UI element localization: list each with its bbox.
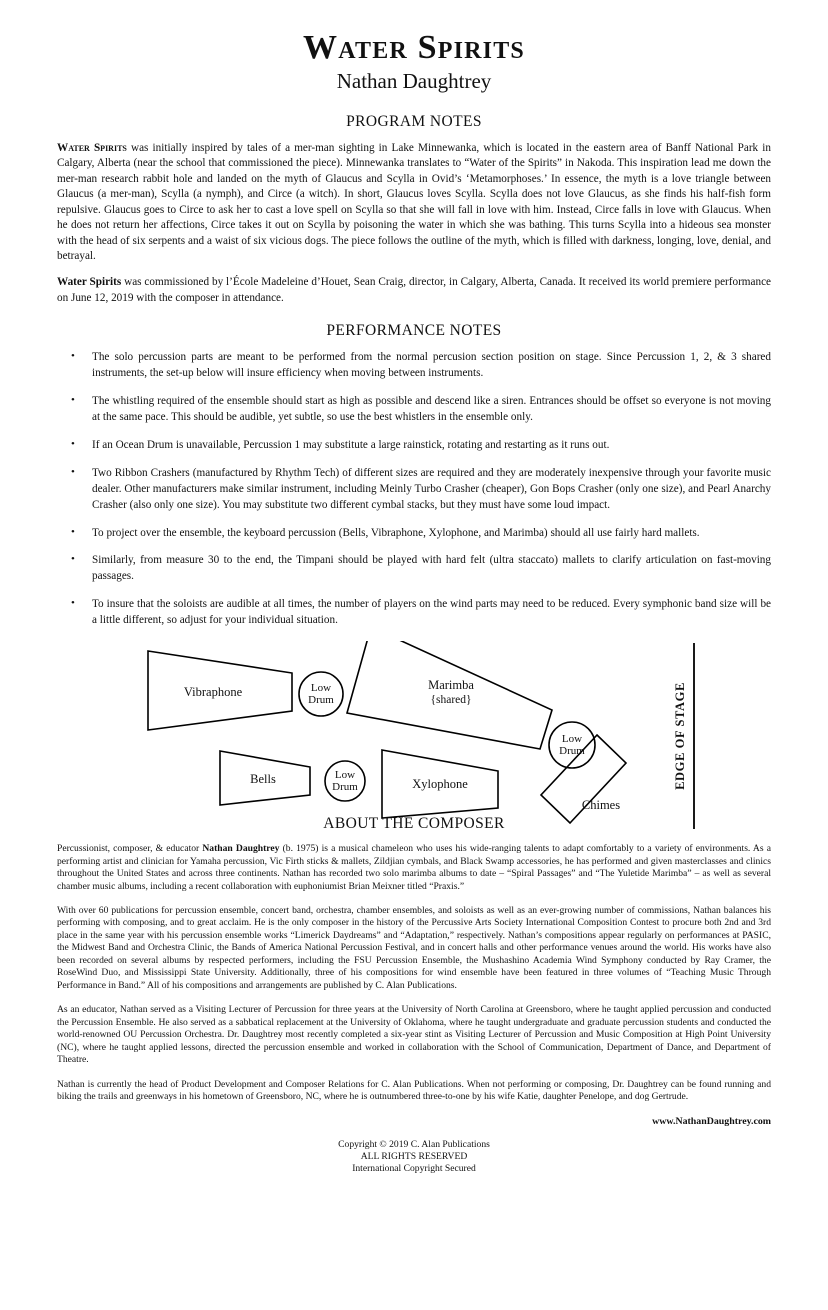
edge-of-stage-label: EDGE OF STAGE [673,682,687,791]
performance-notes-list [57,350,771,629]
marimba-label: Marimba [428,678,474,693]
program-notes-p1-lead: Water Spirits [57,141,127,154]
performance-notes-heading: PERFORMANCE NOTES [326,322,502,340]
copyright-line-1: Copyright © 2019 C. Alan Publications [338,1138,490,1150]
program-notes-p1-rest: was initially inspired by tales of a mer-man sighting in Lake Minnewanka, which is located in the eastern area of Banff National Park in Calgary, Alberta (near the school that commissioned the piece). Minnewanka translates to “Water of the Spirits” in Nakoda. This inspiration lead me down the mer-man research rabbit hole and landed on the myth of Glaucus and Scylla in Ovid’s ‘Metamorphoses.’ In essence, the myth is a love triangle between Glaucus (a mer-man), Scylla (a nymph), and Circe (a witch). In short, Glaucus loves Scylla. Scylla does not love Glaucus, as she finds his half-fish form repulsive. Glaucus goes to Circe to ask her to cast a love spell on Scylla so that she will fall in love with him. Instead, Circe falls in love with Glaucus. When he does not return her affections, Circe takes it out on Scylla by poisoning the water in which she was bathing. This turns Scylla into a hideous sea monster with the head of six serpents and a waist of six vicious dogs. The piece follows the outline of the myth, which is filled with darkness, longing, love, denial, and betrayal. [57,141,771,262]
copyright-block [0,1139,828,1175]
copyright-line-2: ALL RIGHTS RESERVED [360,1150,468,1162]
list-item: • The solo percussion parts are meant to be performed from the normal percusion section position on stage. Since Percussion 1, 2, & 3 shared instruments, the set-up below will insure efficiency when moving between instruments. [57,350,771,382]
composer-website-link[interactable]: www.NathanDaughtrey.com [652,1115,771,1127]
low-drum-2-label-line1: Low [334,769,356,782]
chimes-label: Chimes [581,798,621,813]
low-drum-2-label-line2: Drum [332,781,358,794]
program-notes-p2-lead: Water Spirits [57,276,122,289]
bio-paragraph-3: As an educator, Nathan served as a Visiting Lecturer of Percussion for three years at the University of North Carolina at Greensboro, where he taught applied percussion and conducted the Percussion Ensemble. He also served as a sabbatical replacement at the University of Oklahoma, where he taught undergraduate and graduate percussion students and conducted the world-renowned OU Percussion Orchestra. Dr. Daughtrey most recently completed a six-year stint as Visiting Lecturer of Percussion and Music Composition at High Point University (NC), where he taught applied lessons, directed the percussion ensemble and worked in collaboration with the School of Communication, Department of Dance, and Department of Theatre. [57,1004,771,1066]
list-item: • To project over the ensemble, the keyboard percussion (Bells, Vibraphone, Xylophone, and Marimba) should all use fairly hard mallets. [57,526,771,542]
bio-composer-name: Nathan Daughtrey [202,843,280,855]
low-drum-1-label-line1: Low [310,682,332,695]
performance-notes-body [0,350,828,629]
program-notes-p2-rest: was commissioned by l’École Madeleine d’Houet, Sean Craig, director, in Calgary, Alberta, Canada. It received its world premiere performance on June 12, 2019 with the composer in attendance. [57,276,772,304]
bells-label: Bells [250,772,276,787]
list-item: • Similarly, from measure 30 to the end, the Timpani should be played with hard felt (ultra staccato) mallets to clarify articulation on fast-moving passages. [57,553,771,585]
bio-p1-post: (b. 1975) is a musical chameleon who uses his wide-ranging talents to adapt comfortably to a variety of environments. As a performing artist and clinician for Yamaha percussion, Vic Firth sticks & mallets, Zildjian cymbals, and Black Swamp accessories, he has performed and given masterclasses and clinics throughout the United States and across three continents. Nathan has recorded two solo marimba albums to date – “Spiral Passages” and “The Yuletide Marimba” – as well as several chamber music albums, including a recent collaboration with euphoniumist Brian Meixner titled “Praxis.” [57,843,771,892]
program-notes-paragraph-2 [57,275,771,306]
low-drum-3-label-line1: Low [561,733,583,746]
about-composer-body [0,843,828,1126]
list-item: • Two Ribbon Crashers (manufactured by Rhythm Tech) of different sizes are required and they are moderately inexpensive through your favorite music dealer. Other manufacturers make similar instrument, including Meinly Turbo Crasher (cheaper), Gon Bops Crasher (only one size), and Pearl Anarchy Crasher (also only one size). You may substitute two different cymbal stacks, but they must have some loud impact. [57,466,771,514]
list-item: • If an Ocean Drum is unavailable, Percussion 1 may substitute a large rainstick, rotating and restarting as it runs out. [57,438,771,454]
program-notes-body [0,141,828,307]
program-notes-paragraph-1 [57,141,771,265]
bio-paragraph-1 [57,843,771,893]
about-composer-heading: ABOUT THE COMPOSER [323,815,505,833]
bio-paragraph-4: Nathan is currently the head of Product Development and Composer Relations for C. Alan Publications. When not performing or composing, Dr. Daughtrey can be found running and biking the trails and greenways in his hometown of Greensboro, NC, where he is outnumbered three-to-one by his wife Katie, daughter Penelope, and dog Gertrude. [57,1078,771,1103]
stage-setup-diagram [0,641,828,831]
program-notes-heading: PROGRAM NOTES [346,112,482,130]
stage-diagram-svg [0,641,828,831]
marimba-shared-label: {shared} [430,694,472,707]
bio-p1-pre: Percussionist, composer, & educator [57,843,203,855]
xylophone-label: Xylophone [412,777,468,792]
copyright-line-3: International Copyright Secured [352,1162,476,1174]
bio-paragraph-2: With over 60 publications for percussion ensemble, concert band, orchestra, chamber ensembles, and soloists as well as an ever-growing number of commissions, Nathan balances his performing with composing, and to great acclaim. He is the only composer in the history of the Percussive Arts Society International Composition Contest to procure both 2nd and 3rd place in the same year with his percussion ensemble works “Limerick Daydreams” and “Adaptation,” respectively. Nathan’s compositions appear regularly on performances at PASIC, the Midwest Band and Orchestra Clinic, the Bands of America National Percussion Festival, and in concert halls and other performance venues around the world. His works have also been recorded on several albums by respected performers, including the FSU Percussion Ensemble, the Mushashino Academia Wind Symphony conducted by Ray Cramer, the RoseWind Duo, and Mississippi State University. Additionally, three of his compositions for wind ensemble have been featured in three volumes of “Teaching Music Through Performance in Band.” All of his compositions and arrangements are published by C. Alan Publications. [57,904,771,991]
list-item: • The whistling required of the ensemble should start as high as possible and descend like a siren. Entrances should be offset so everyone is not moving at the same pace. This should be audible, yet subtle, so use the best whistlers in the ensemble only. [57,394,771,426]
vibraphone-label: Vibraphone [183,685,243,700]
composer-name: Nathan Daughtrey [336,68,492,93]
low-drum-1-label-line2: Drum [308,694,334,707]
score-front-matter-page [0,30,828,1310]
list-item: • To insure that the soloists are audible at all times, the number of players on the wind parts may need to be reduced. Every symphonic band size will be a little different, so adjust for your individual situation. [57,597,771,629]
page-title: Water Spirits [303,29,525,66]
low-drum-3-label-line2: Drum [559,745,585,758]
